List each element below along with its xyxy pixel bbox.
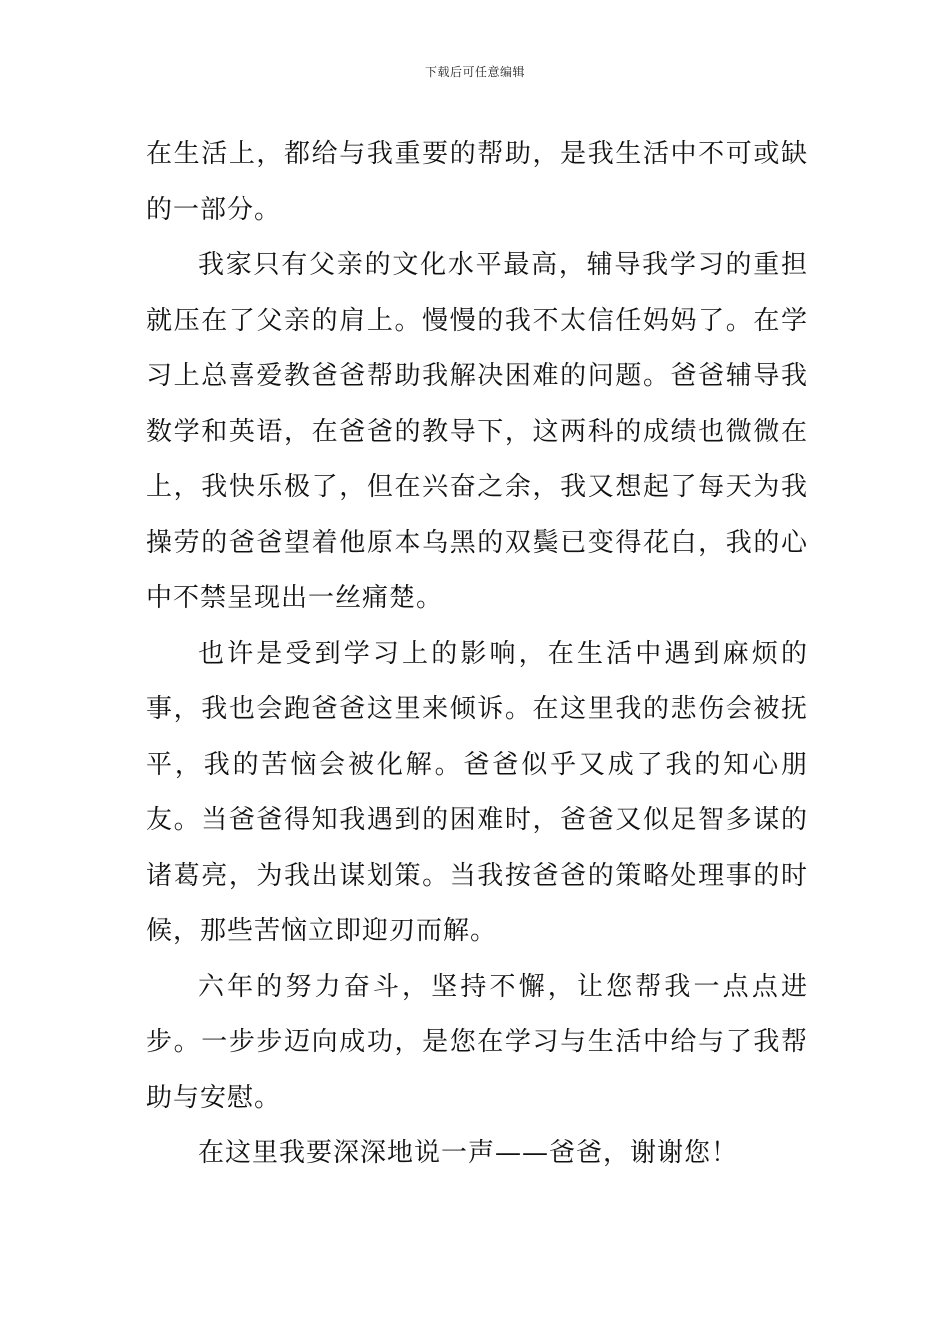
paragraph-5: 在这里我要深深地说一声——爸爸，谢谢您！ [198,1138,739,1168]
paragraph-3: 也许是受到学习上的影响，在生活中遇到麻烦的事，我也会跑爸爸这里来倾诉。在这里我的悲伤会被抚平，我的苦恼会被化解。爸爸似乎又成了我的知心朋友。当爸爸得知我遇到的困难时，爸爸又似足智多谋的诸葛亮，为我出谋划策。当我按爸爸的策略处理事的时候，那些苦恼立即迎刃而解。 [146,638,808,946]
paragraph-4: 六年的努力奋斗，坚持不懈，让您帮我一点点进步。一步步迈向成功，是您在学习与生活中给与了我帮助与安慰。 [146,971,808,1113]
page-header: 下载后可任意编辑 [424,65,525,79]
document-body [146,127,808,1182]
paragraph-1: 在生活上，都给与我重要的帮助，是我生活中不可或缺的一部分。 [146,139,808,225]
paragraph-2: 我家只有父亲的文化水平最高，辅导我学习的重担就压在了父亲的肩上。慢慢的我不太信任妈妈了。在学习上总喜爱教爸爸帮助我解决困难的问题。爸爸辅导我数学和英语，在爸爸的教导下，这两科的成绩也微微在上，我快乐极了，但在兴奋之余，我又想起了每天为我操劳的爸爸望着他原本乌黑的双鬓已变得花白，我的心中不禁呈现出一丝痛楚。 [146,250,808,613]
